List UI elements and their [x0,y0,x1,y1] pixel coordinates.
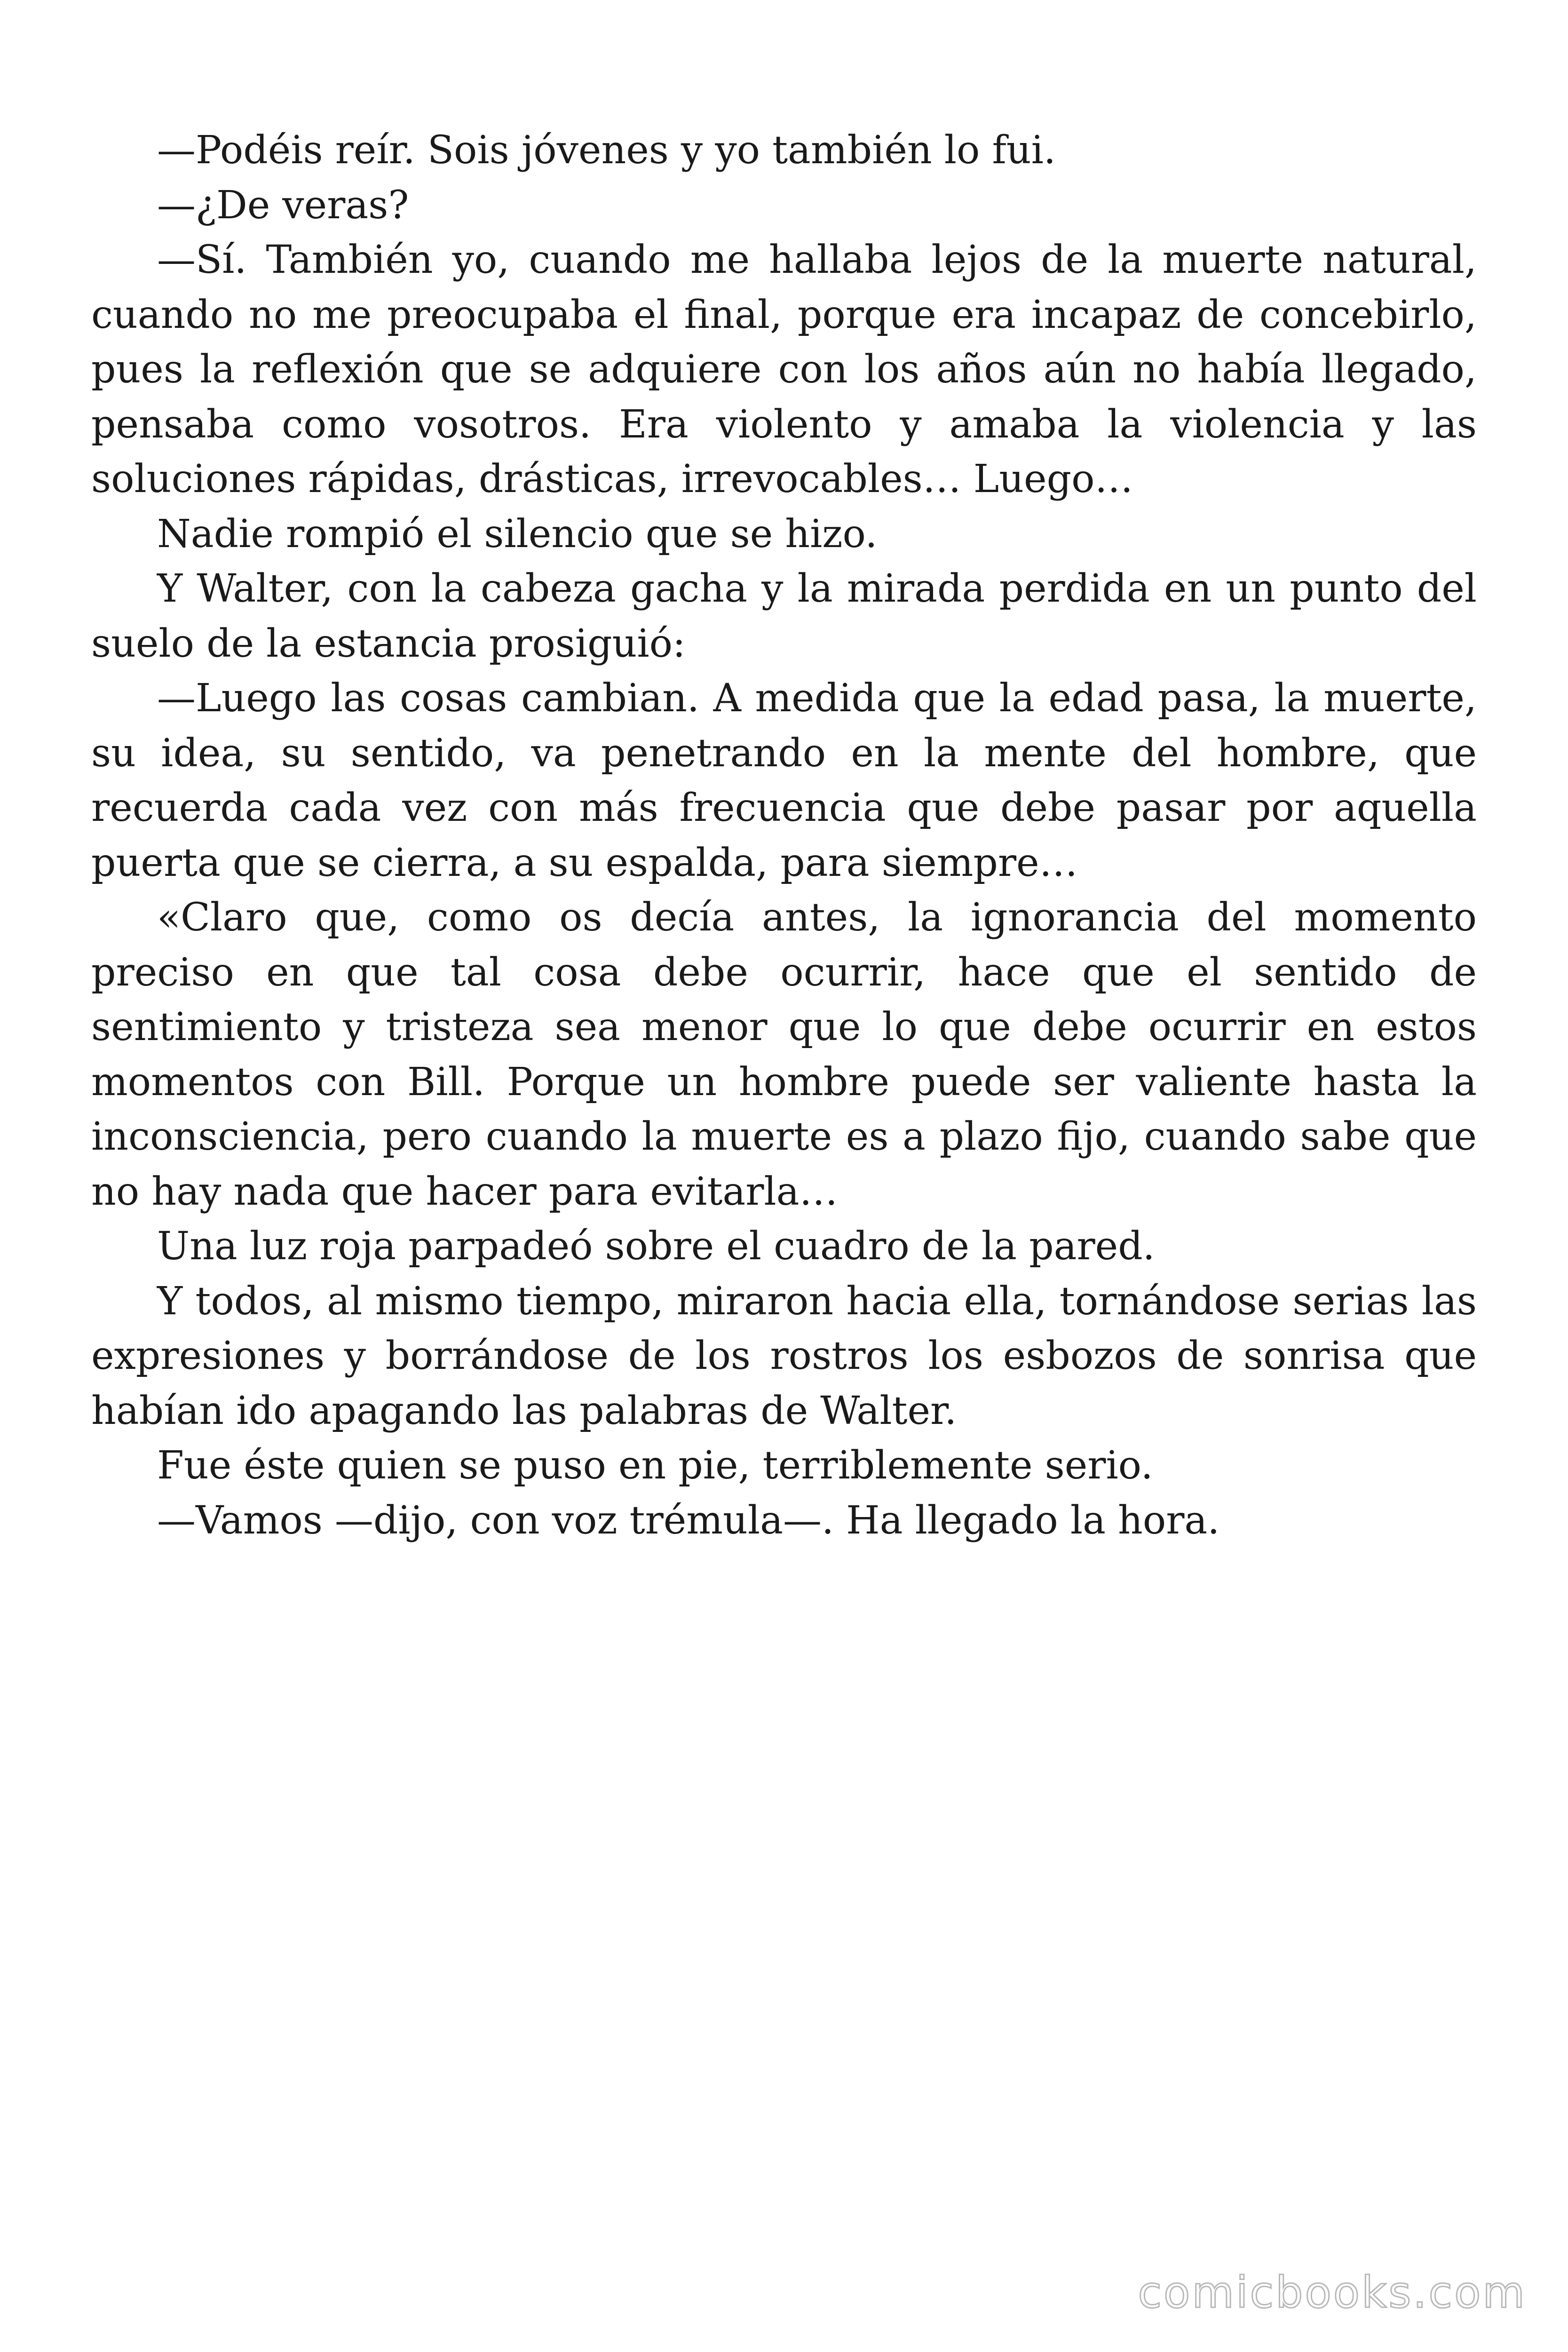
body-text [91,123,1477,1548]
paragraph: «Claro que, como os decía antes, la ignorancia del momento preciso en que tal cosa debe ocurrir, hace que el sentido de sentimiento y tristeza sea menor que lo que debe ocurrir en estos momentos con Bill. Porque un hombre puede ser valiente hasta la inconsciencia, pero cuando la muerte es a plazo fijo, cuando sabe que no hay nada que hacer para evitarla… [91,895,1477,1214]
paragraph: —Podéis reír. Sois jóvenes y yo también lo fui. [157,128,1056,173]
paragraph: Y todos, al mismo tiempo, miraron hacia ella, tornándose serias las expresiones y borrándose de los rostros los esbozos de sonrisa que habían ido apagando las palabras de Walter. [91,1279,1477,1433]
paragraph: Nadie rompió el silencio que se hizo. [157,511,878,556]
paragraph: —Luego las cosas cambian. A medida que la edad pasa, la muerte, su idea, su sentido, va penetrando en la mente del hombre, que recuerda cada vez con más frecuencia que debe pasar por aquella puerta que se cierra, a su espalda, para siempre… [91,676,1477,885]
paragraph: —¿De veras? [157,183,409,228]
paragraph: Y Walter, con la cabeza gacha y la mirada perdida en un punto del suelo de la estancia prosiguió: [91,566,1477,666]
paragraph: Una luz roja parpadeó sobre el cuadro de la pared. [157,1224,1155,1269]
paragraph: —Sí. También yo, cuando me hallaba lejos de la muerte natural, cuando no me preocupaba el final, porque era incapaz de concebirlo, pues la reflexión que se adquiere con los años aún no había llegado, pensaba como vosotros. Era violento y amaba la violencia y las soluciones rápidas, drásticas, irrevocables… Luego… [91,238,1477,501]
watermark: comicbooks.com [1138,2267,1527,2318]
paragraph: Fue éste quien se puso en pie, terriblemente serio. [157,1443,1153,1488]
paragraph: —Vamos —dijo, con voz trémula—. Ha llegado la hora. [157,1498,1220,1543]
